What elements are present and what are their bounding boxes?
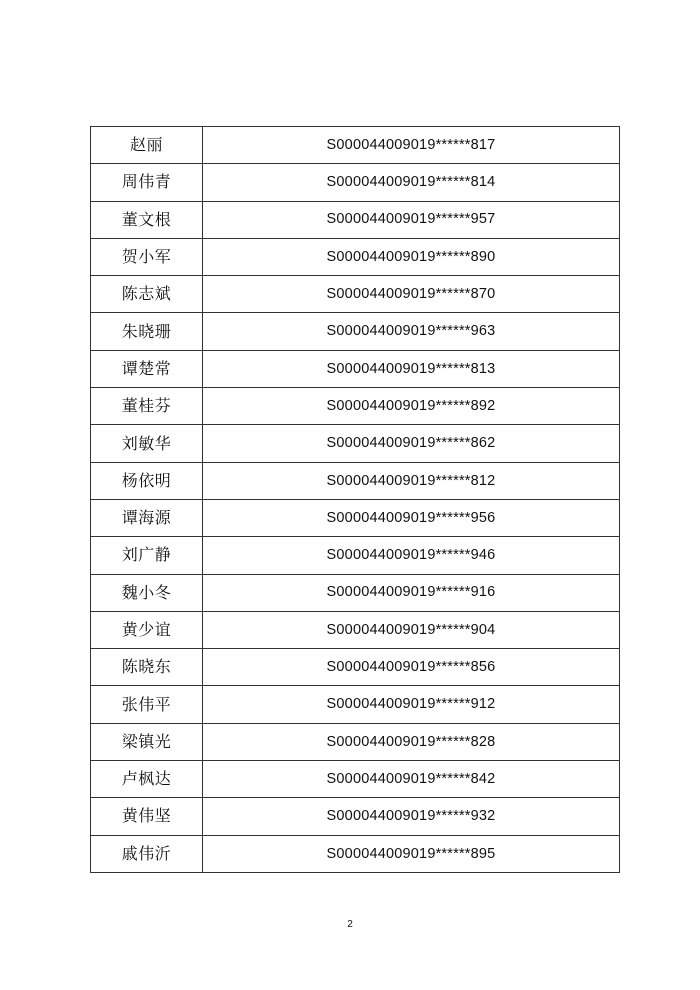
name-cell: 黄少谊 bbox=[91, 611, 203, 648]
name-cell: 戚伟沂 bbox=[91, 835, 203, 872]
id-cell: S000044009019******932 bbox=[203, 798, 620, 835]
table-row bbox=[91, 238, 620, 275]
page-number: 2 bbox=[347, 919, 353, 930]
id-cell: S000044009019******817 bbox=[203, 127, 620, 164]
id-cell: S000044009019******842 bbox=[203, 761, 620, 798]
table-row bbox=[91, 201, 620, 238]
id-cell: S000044009019******904 bbox=[203, 611, 620, 648]
name-cell: 梁镇光 bbox=[91, 723, 203, 760]
roster-table bbox=[90, 126, 620, 873]
id-cell: S000044009019******814 bbox=[203, 164, 620, 201]
name-cell: 陈晓东 bbox=[91, 649, 203, 686]
id-cell: S000044009019******912 bbox=[203, 686, 620, 723]
table-row bbox=[91, 276, 620, 313]
name-cell: 卢枫达 bbox=[91, 761, 203, 798]
table-row bbox=[91, 611, 620, 648]
id-cell: S000044009019******862 bbox=[203, 425, 620, 462]
table-row bbox=[91, 425, 620, 462]
table-row bbox=[91, 761, 620, 798]
table-row bbox=[91, 686, 620, 723]
table-row bbox=[91, 127, 620, 164]
id-cell: S000044009019******916 bbox=[203, 574, 620, 611]
id-cell: S000044009019******812 bbox=[203, 462, 620, 499]
id-cell: S000044009019******957 bbox=[203, 201, 620, 238]
table-row bbox=[91, 798, 620, 835]
name-cell: 董文根 bbox=[91, 201, 203, 238]
table-row bbox=[91, 164, 620, 201]
table-row bbox=[91, 574, 620, 611]
name-cell: 魏小冬 bbox=[91, 574, 203, 611]
id-cell: S000044009019******963 bbox=[203, 313, 620, 350]
table-row bbox=[91, 388, 620, 425]
table-row bbox=[91, 499, 620, 536]
name-cell: 贺小军 bbox=[91, 238, 203, 275]
table-row bbox=[91, 649, 620, 686]
name-cell: 刘敏华 bbox=[91, 425, 203, 462]
table-row bbox=[91, 835, 620, 872]
name-cell: 董桂芬 bbox=[91, 388, 203, 425]
name-cell: 刘广静 bbox=[91, 537, 203, 574]
table-row bbox=[91, 537, 620, 574]
id-cell: S000044009019******813 bbox=[203, 350, 620, 387]
name-cell: 张伟平 bbox=[91, 686, 203, 723]
name-cell: 谭海源 bbox=[91, 499, 203, 536]
id-cell: S000044009019******892 bbox=[203, 388, 620, 425]
id-cell: S000044009019******890 bbox=[203, 238, 620, 275]
table-row bbox=[91, 313, 620, 350]
name-cell: 朱晓珊 bbox=[91, 313, 203, 350]
table-row bbox=[91, 350, 620, 387]
table-row bbox=[91, 723, 620, 760]
id-cell: S000044009019******895 bbox=[203, 835, 620, 872]
name-cell: 谭楚常 bbox=[91, 350, 203, 387]
id-cell: S000044009019******946 bbox=[203, 537, 620, 574]
name-cell: 周伟青 bbox=[91, 164, 203, 201]
name-cell: 黄伟坚 bbox=[91, 798, 203, 835]
name-cell: 陈志斌 bbox=[91, 276, 203, 313]
id-cell: S000044009019******870 bbox=[203, 276, 620, 313]
id-cell: S000044009019******828 bbox=[203, 723, 620, 760]
id-cell: S000044009019******856 bbox=[203, 649, 620, 686]
name-cell: 杨依明 bbox=[91, 462, 203, 499]
table-row bbox=[91, 462, 620, 499]
id-cell: S000044009019******956 bbox=[203, 499, 620, 536]
name-cell: 赵丽 bbox=[91, 127, 203, 164]
